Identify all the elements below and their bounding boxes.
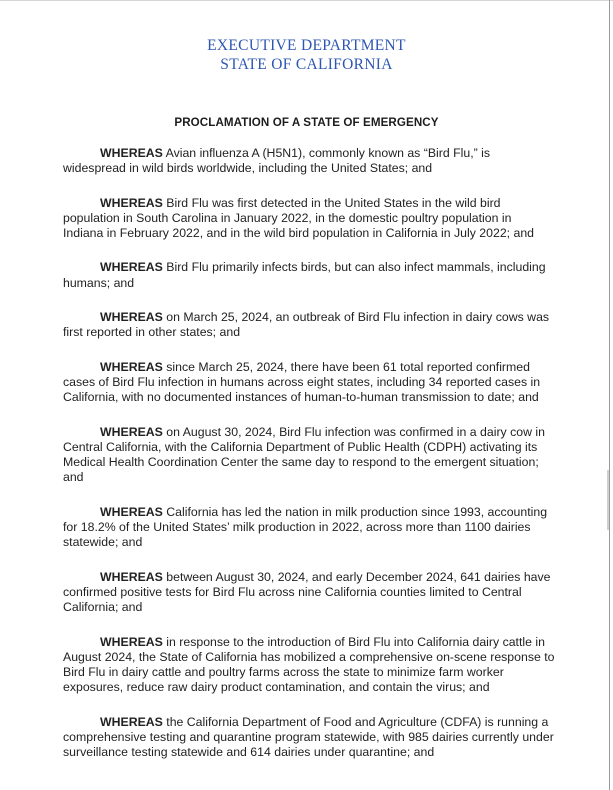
paragraph-text: California has led the nation in milk production since 1993, accounting for 18.2% of the United States’ milk production in 2022, across more than 1100 dairies statewide; and: [63, 504, 548, 550]
paragraph-text: on August 30, 2024, Bird Flu infection was confirmed in a dairy cow in Central California, with the California Department of Public Health (CDPH) activating its Medical Health Coordination Center the same day to respond to the emergent situation; and: [63, 424, 545, 485]
whereas-paragraph: [63, 715, 555, 761]
whereas-paragraph: [63, 425, 555, 486]
whereas-keyword: WHEREAS: [100, 569, 163, 584]
whereas-keyword: WHEREAS: [100, 634, 163, 649]
letterhead: [0, 36, 613, 74]
whereas-paragraph: [63, 146, 555, 177]
whereas-keyword: WHEREAS: [100, 260, 163, 275]
paragraph-text: the California Department of Food and Agriculture (CDFA) is running a comprehensive testing and quarantine program statewide, with 985 dairies currently under surveillance testing statewide and 614 dairies under quarantine; and: [63, 714, 554, 760]
letterhead-line-1: EXECUTIVE DEPARTMENT: [207, 37, 406, 54]
paragraph-text: Bird Flu primarily infects birds, but can also infect mammals, including humans; and: [63, 260, 546, 290]
whereas-paragraph: [63, 196, 555, 242]
whereas-keyword: WHEREAS: [100, 146, 163, 160]
whereas-paragraph: [63, 260, 555, 291]
whereas-keyword: WHEREAS: [100, 424, 163, 439]
scan-edge-mark: [607, 470, 609, 530]
paragraph-text: Avian influenza A (H5N1), commonly known as “Bird Flu,” is widespread in wild birds worldwide, including the United States; and: [63, 146, 491, 176]
proclamation-title: PROCLAMATION OF A STATE OF EMERGENCY: [174, 116, 439, 129]
whereas-paragraph: [63, 310, 555, 341]
letterhead-line-2: STATE OF CALIFORNIA: [220, 56, 393, 73]
whereas-keyword: WHEREAS: [100, 195, 163, 210]
proclamation-body: [63, 146, 555, 780]
whereas-keyword: WHEREAS: [100, 714, 163, 729]
whereas-paragraph: [63, 360, 555, 406]
paragraph-text: between August 30, 2024, and early December 2024, 641 dairies have confirmed positive tests for Bird Flu across nine California counties limited to Central California; and: [63, 569, 551, 615]
whereas-keyword: WHEREAS: [100, 359, 163, 374]
whereas-keyword: WHEREAS: [100, 310, 163, 325]
whereas-paragraph: [63, 570, 555, 616]
page-top-edge: [0, 0, 613, 1]
whereas-paragraph: [63, 505, 555, 551]
paragraph-text: since March 25, 2024, there have been 61 total reported confirmed cases of Bird Flu infection in humans across eight states, including 34 reported cases in California, with no documented instances of human-to-human transmission to date; and: [63, 359, 541, 405]
paragraph-text: in response to the introduction of Bird Flu into California dairy cattle in August 2024, the State of California has mobilized a comprehensive on-scene response to Bird Flu in dairy cattle and poultry farms across the state to minimize farm worker exposures, reduce raw dairy product contamination, and contain the virus; and: [63, 634, 555, 695]
paragraph-text: on March 25, 2024, an outbreak of Bird Flu infection in dairy cows was first reported in other states; and: [63, 310, 550, 340]
whereas-keyword: WHEREAS: [100, 504, 163, 519]
paragraph-text: Bird Flu was first detected in the United States in the wild bird population in South Carolina in January 2022, in the domestic poultry population in Indiana in February 2022, and in the wild bird population in California in July 2022; and: [63, 195, 535, 241]
whereas-paragraph: [63, 635, 555, 696]
